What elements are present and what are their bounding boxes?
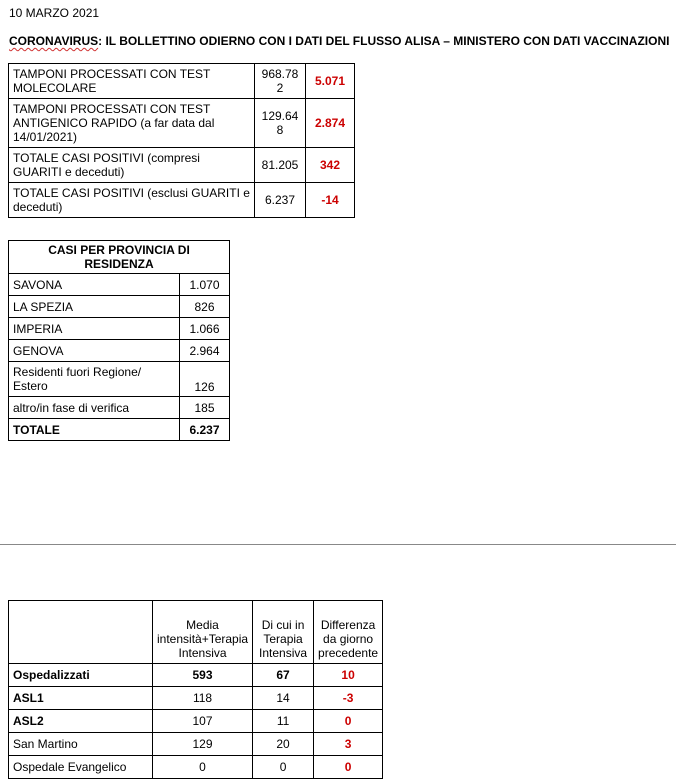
table-row (9, 99, 355, 148)
province-value: 1.070 (180, 274, 230, 296)
province-value: 826 (180, 296, 230, 318)
hospital-diff: 3 (314, 733, 383, 756)
table-row (9, 318, 230, 340)
hospital-name: ASL2 (9, 710, 153, 733)
province-table (8, 240, 230, 441)
table-row (9, 64, 355, 99)
table-row (9, 296, 230, 318)
hospital-diff: 0 (314, 756, 383, 779)
summary-total: 968.78 2 (255, 64, 306, 99)
summary-label: TOTALE CASI POSITIVI (esclusi GUARITI e deceduti) (9, 183, 255, 218)
province-value: 1.066 (180, 318, 230, 340)
hospital-name: Ospedale Evangelico (9, 756, 153, 779)
province-value: 2.964 (180, 340, 230, 362)
hospital-diff: 10 (314, 664, 383, 687)
province-header: CASI PER PROVINCIA DI RESIDENZA (9, 241, 230, 274)
hospital-media: 593 (153, 664, 253, 687)
hospital-ti: 0 (253, 756, 314, 779)
hospital-table (8, 600, 383, 779)
hospital-media: 0 (153, 756, 253, 779)
summary-label: TOTALE CASI POSITIVI (compresi GUARITI e deceduti) (9, 148, 255, 183)
province-total-value: 6.237 (180, 419, 230, 441)
table-row (9, 419, 230, 441)
table-row (9, 183, 355, 218)
province-name: GENOVA (9, 340, 180, 362)
hospital-header-media: Media intensità+Terapia Intensiva (153, 601, 253, 664)
province-value: 185 (180, 397, 230, 419)
hospital-header-diff: Differenza da giorno precedente (314, 601, 383, 664)
hospital-header-ti: Di cui in Terapia Intensiva (253, 601, 314, 664)
hospital-media: 129 (153, 733, 253, 756)
province-name: Residenti fuori Regione/ Estero (9, 362, 180, 397)
headline (9, 34, 669, 48)
table-header-row (9, 601, 383, 664)
summary-delta: 2.874 (306, 99, 355, 148)
hospital-diff: -3 (314, 687, 383, 710)
hospital-ti: 14 (253, 687, 314, 710)
province-value: 126 (180, 362, 230, 397)
table-row (9, 687, 383, 710)
province-name: SAVONA (9, 274, 180, 296)
table-row (9, 340, 230, 362)
section-divider (0, 544, 676, 545)
hospital-ti: 67 (253, 664, 314, 687)
table-row (9, 148, 355, 183)
hospital-diff: 0 (314, 710, 383, 733)
summary-label: TAMPONI PROCESSATI CON TEST MOLECOLARE (9, 64, 255, 99)
summary-total: 129.64 8 (255, 99, 306, 148)
hospital-name: San Martino (9, 733, 153, 756)
table-row (9, 362, 230, 397)
province-name: IMPERIA (9, 318, 180, 340)
summary-total: 6.237 (255, 183, 306, 218)
hospital-header-empty (9, 601, 153, 664)
table-row (9, 397, 230, 419)
summary-table (8, 63, 355, 218)
hospital-ti: 20 (253, 733, 314, 756)
table-row (9, 733, 383, 756)
headline-text: : IL BOLLETTINO ODIERNO CON I DATI DEL FLUSSO ALISA – MINISTERO CON DATI VACCINAZIONI (98, 34, 670, 48)
summary-label: TAMPONI PROCESSATI CON TEST ANTIGENICO RAPIDO (a far data dal 14/01/2021) (9, 99, 255, 148)
summary-delta: -14 (306, 183, 355, 218)
bulletin-date: 10 MARZO 2021 (9, 6, 100, 20)
summary-delta: 5.071 (306, 64, 355, 99)
province-name: LA SPEZIA (9, 296, 180, 318)
table-row (9, 710, 383, 733)
hospital-media: 107 (153, 710, 253, 733)
table-row (9, 664, 383, 687)
headline-keyword: CORONAVIRUS (9, 34, 99, 48)
province-name: altro/in fase di verifica (9, 397, 180, 419)
hospital-media: 118 (153, 687, 253, 710)
hospital-name: Ospedalizzati (9, 664, 153, 687)
summary-total: 81.205 (255, 148, 306, 183)
table-row (9, 756, 383, 779)
province-total-label: TOTALE (9, 419, 180, 441)
hospital-ti: 11 (253, 710, 314, 733)
table-row (9, 274, 230, 296)
table-header-row (9, 241, 230, 274)
hospital-name: ASL1 (9, 687, 153, 710)
summary-delta: 342 (306, 148, 355, 183)
